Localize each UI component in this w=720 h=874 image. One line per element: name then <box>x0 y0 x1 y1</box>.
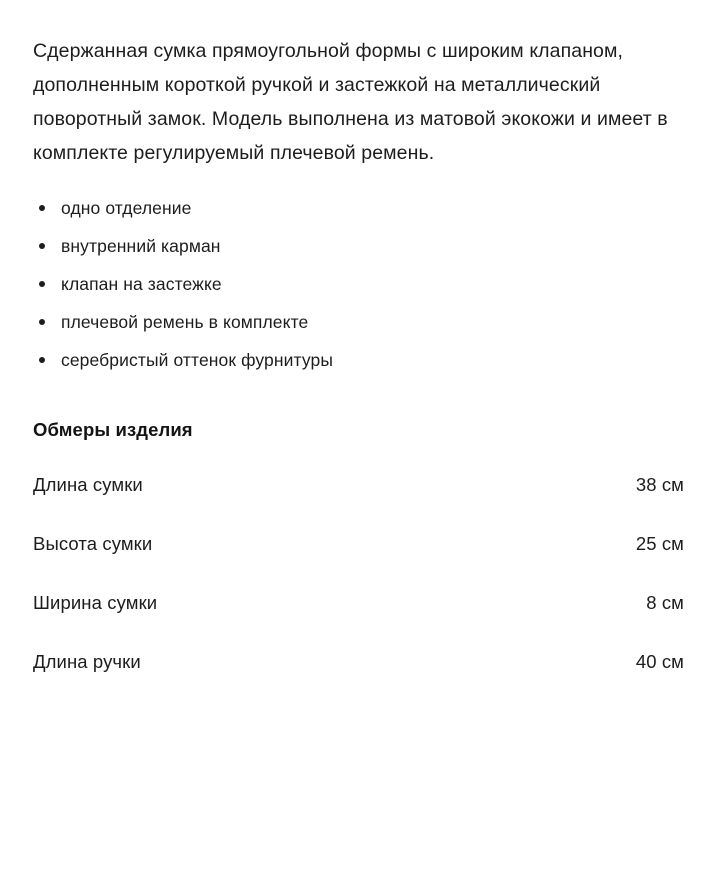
bullet-icon <box>39 281 45 287</box>
measurement-row <box>33 651 684 673</box>
measurements-heading: Обмеры изделия <box>33 419 193 440</box>
measurement-label: Ширина сумки <box>33 592 158 613</box>
measurement-label: Высота сумки <box>33 533 153 554</box>
measurement-row <box>33 533 684 555</box>
feature-label: одно отделение <box>61 198 192 218</box>
list-item <box>33 310 684 335</box>
intro-paragraph: Сдержанная сумка прямоугольной формы с широким клапаном, дополненным короткой ручкой и застежкой на металлический поворотный замок. Модель выполнена из матовой экокожи и имеет в комплекте регулируемый плечевой ремень. <box>33 40 668 164</box>
list-item <box>33 234 684 259</box>
measurement-value: 8 см <box>646 592 684 613</box>
list-item <box>33 348 684 373</box>
measurement-row <box>33 592 684 614</box>
leader-dots <box>151 487 630 488</box>
feature-label: плечевой ремень в комплекте <box>61 312 309 332</box>
bullet-icon <box>39 243 45 249</box>
bullet-icon <box>39 319 45 325</box>
measurement-value: 25 см <box>635 533 684 554</box>
feature-label: клапан на застежке <box>61 274 222 294</box>
list-item <box>33 272 684 297</box>
measurement-label: Длина ручки <box>33 651 141 672</box>
leader-dots <box>160 546 630 547</box>
bullet-icon <box>39 357 45 363</box>
list-item <box>33 196 684 221</box>
measurement-value: 40 см <box>635 651 684 672</box>
feature-list <box>33 196 684 373</box>
measurement-label: Длина сумки <box>33 474 143 495</box>
bullet-icon <box>39 205 45 211</box>
measurement-value: 38 см <box>635 474 684 495</box>
leader-dots <box>165 605 640 606</box>
feature-label: внутренний карман <box>61 236 221 256</box>
leader-dots <box>149 664 630 665</box>
measurements-list <box>33 474 684 673</box>
measurement-row <box>33 474 684 496</box>
feature-label: серебристый оттенок фурнитуры <box>61 350 333 370</box>
